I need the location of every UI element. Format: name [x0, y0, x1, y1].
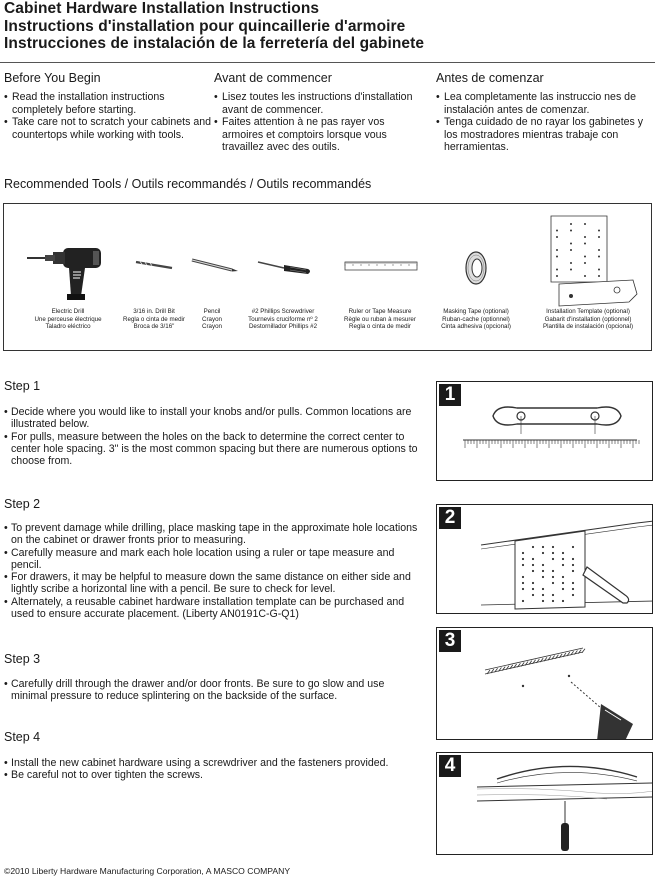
before-you-begin-spanish — [436, 71, 646, 154]
title-divider — [0, 62, 655, 63]
pull-handle-on-ruler-illustration — [437, 382, 653, 481]
template-on-drawer-illustration — [437, 505, 653, 614]
list-item: • Lisez toutes les instructions d'installation avant de commencer. — [214, 91, 424, 116]
step-number-badge: 2 — [439, 507, 461, 529]
electric-drill-icon — [23, 238, 113, 308]
drilling-illustration — [437, 628, 653, 740]
title-english: Cabinet Hardware Installation Instructions — [4, 0, 320, 17]
step-1-figure — [436, 381, 653, 481]
tool-label-en: Electric Drill — [51, 308, 85, 315]
ruler-icon — [335, 238, 425, 308]
tool-installation-template — [528, 210, 648, 331]
tool-label-es: Taladro eléctrico — [45, 323, 91, 331]
copyright-footer: ©2010 Liberty Hardware Manufacturing Corporation, A MASCO COMPANY — [4, 866, 291, 876]
step-3-title: Step 3 — [4, 652, 41, 666]
before-you-begin-english — [4, 71, 214, 141]
tool-label-fr: Crayon — [202, 315, 222, 323]
tool-masking-tape — [428, 238, 524, 331]
column-heading: Avant de commencer — [214, 71, 332, 85]
tool-label-en: 3/16 in. Drill Bit — [133, 308, 175, 315]
list-item: • Carefully drill through the drawer and/or door fronts. Be sure to go slow and use minimal pressure to reduce splintering on the backside of the surface. — [4, 678, 419, 703]
step-number-badge: 4 — [439, 755, 461, 777]
list-item: • To prevent damage while drilling, place masking tape in the approximate hole locations on the cabinet or drawer fronts prior to measuring. — [4, 522, 419, 547]
tool-label-en: Masking Tape (optional) — [443, 308, 509, 315]
installation-template-icon — [533, 210, 643, 308]
step-2-figure — [436, 504, 653, 614]
tool-label-es: Plantilla de instalación (opcional) — [542, 323, 634, 331]
tool-label-es: Destornillador Phillips #2 — [248, 323, 318, 331]
tool-label-en: #2 Phillips Screwdriver — [251, 308, 315, 315]
tool-electric-drill — [18, 238, 118, 331]
pencil-icon — [182, 238, 242, 308]
title-french: Instructions d'installation pour quincaillerie d'armoire — [4, 17, 406, 35]
list-item: • For pulls, measure between the holes on the back to determine the correct center to center hole spacing. 3" is the most common spacing but there are numerous options to choose from. — [4, 431, 419, 468]
masking-tape-icon — [446, 238, 506, 308]
list-item: • Faites attention à ne pas rayer vos armoires et comptoirs lorsque vous travaillez avec des outils. — [214, 116, 424, 154]
tools-panel — [3, 203, 652, 351]
title-spanish: Instrucciones de instalación de la ferretería del gabinete — [4, 35, 425, 52]
tool-pencil — [182, 238, 242, 331]
tool-label-es: Regla o cinta de medir — [349, 323, 411, 331]
screwdriver-icon — [248, 238, 318, 308]
list-item: • Lea completamente las instruccio nes de instalación antes de comenzar. — [436, 91, 646, 116]
list-item: • Alternately, a reusable cabinet hardware installation template can be purchased and used to ensure accurate placement. (Liberty AN0191C-G-Q1) — [4, 596, 419, 621]
list-item: • Read the installation instructions completely before starting. — [4, 91, 214, 116]
tool-label-en: Ruler or Tape Measure — [348, 308, 412, 315]
step-number-badge: 3 — [439, 630, 461, 652]
step-3-list — [4, 678, 419, 703]
step-2-list — [4, 522, 419, 620]
tool-label-es: Cinta adhesiva (opcional) — [441, 323, 511, 331]
tool-label-es: Crayon — [202, 323, 222, 331]
tool-label-fr: Ruban-cache (optionnel) — [442, 315, 510, 323]
list-item: • Tenga cuidado de no rayar los gabinetes y los mostradores mientras trabaje con herramientas. — [436, 116, 646, 154]
step-4-figure — [436, 752, 653, 855]
tool-label-fr: Gabarit d'installation (optionnel) — [544, 315, 632, 323]
step-3-figure — [436, 627, 653, 740]
screw-install-illustration — [437, 753, 653, 855]
list-item: • For drawers, it may be helpful to measure down the same distance on either side and lightly scribe a horizontal line with a pencil. Be sure to check for level. — [4, 571, 419, 596]
tool-ruler — [330, 238, 430, 331]
tool-label-en: Pencil — [203, 308, 221, 315]
list-item: • Install the new cabinet hardware using a screwdriver and the fasteners provided. — [4, 757, 419, 769]
step-4-list — [4, 757, 419, 782]
title-block — [4, 0, 424, 53]
tool-label-en: Installation Template (optional) — [546, 308, 630, 315]
tool-label-fr: Règle ou ruban à mesurer — [344, 315, 416, 323]
column-heading: Before You Begin — [4, 71, 101, 85]
list-item: • Take care not to scratch your cabinets and countertops while working with tools. — [4, 116, 214, 141]
step-4-title: Step 4 — [4, 730, 41, 744]
drill-bit-icon — [124, 238, 184, 308]
tool-label-fr: Une perceuse électrique — [34, 315, 102, 323]
step-number-badge: 1 — [439, 384, 461, 406]
step-2-title: Step 2 — [4, 497, 41, 511]
step-1-title: Step 1 — [4, 379, 41, 393]
tools-heading: Recommended Tools / Outils recommandés / Outils recommandés — [4, 177, 372, 191]
list-item: • Carefully measure and mark each hole location using a ruler or tape measure and pencil. — [4, 547, 419, 572]
tool-label-es: Broca de 3/16" — [133, 323, 175, 331]
tool-screwdriver — [238, 238, 328, 331]
before-you-begin-french — [214, 71, 424, 154]
tool-label-fr: Tournevis cruciforme nº 2 — [248, 315, 318, 323]
column-heading: Antes de comenzar — [436, 71, 544, 85]
step-1-list — [4, 406, 419, 467]
tool-label-fr: Regla o cinta de medir — [123, 315, 185, 323]
list-item: • Be careful not to over tighten the screws. — [4, 769, 419, 781]
list-item: • Decide where you would like to install your knobs and/or pulls. Common locations are illustrated below. — [4, 406, 419, 431]
